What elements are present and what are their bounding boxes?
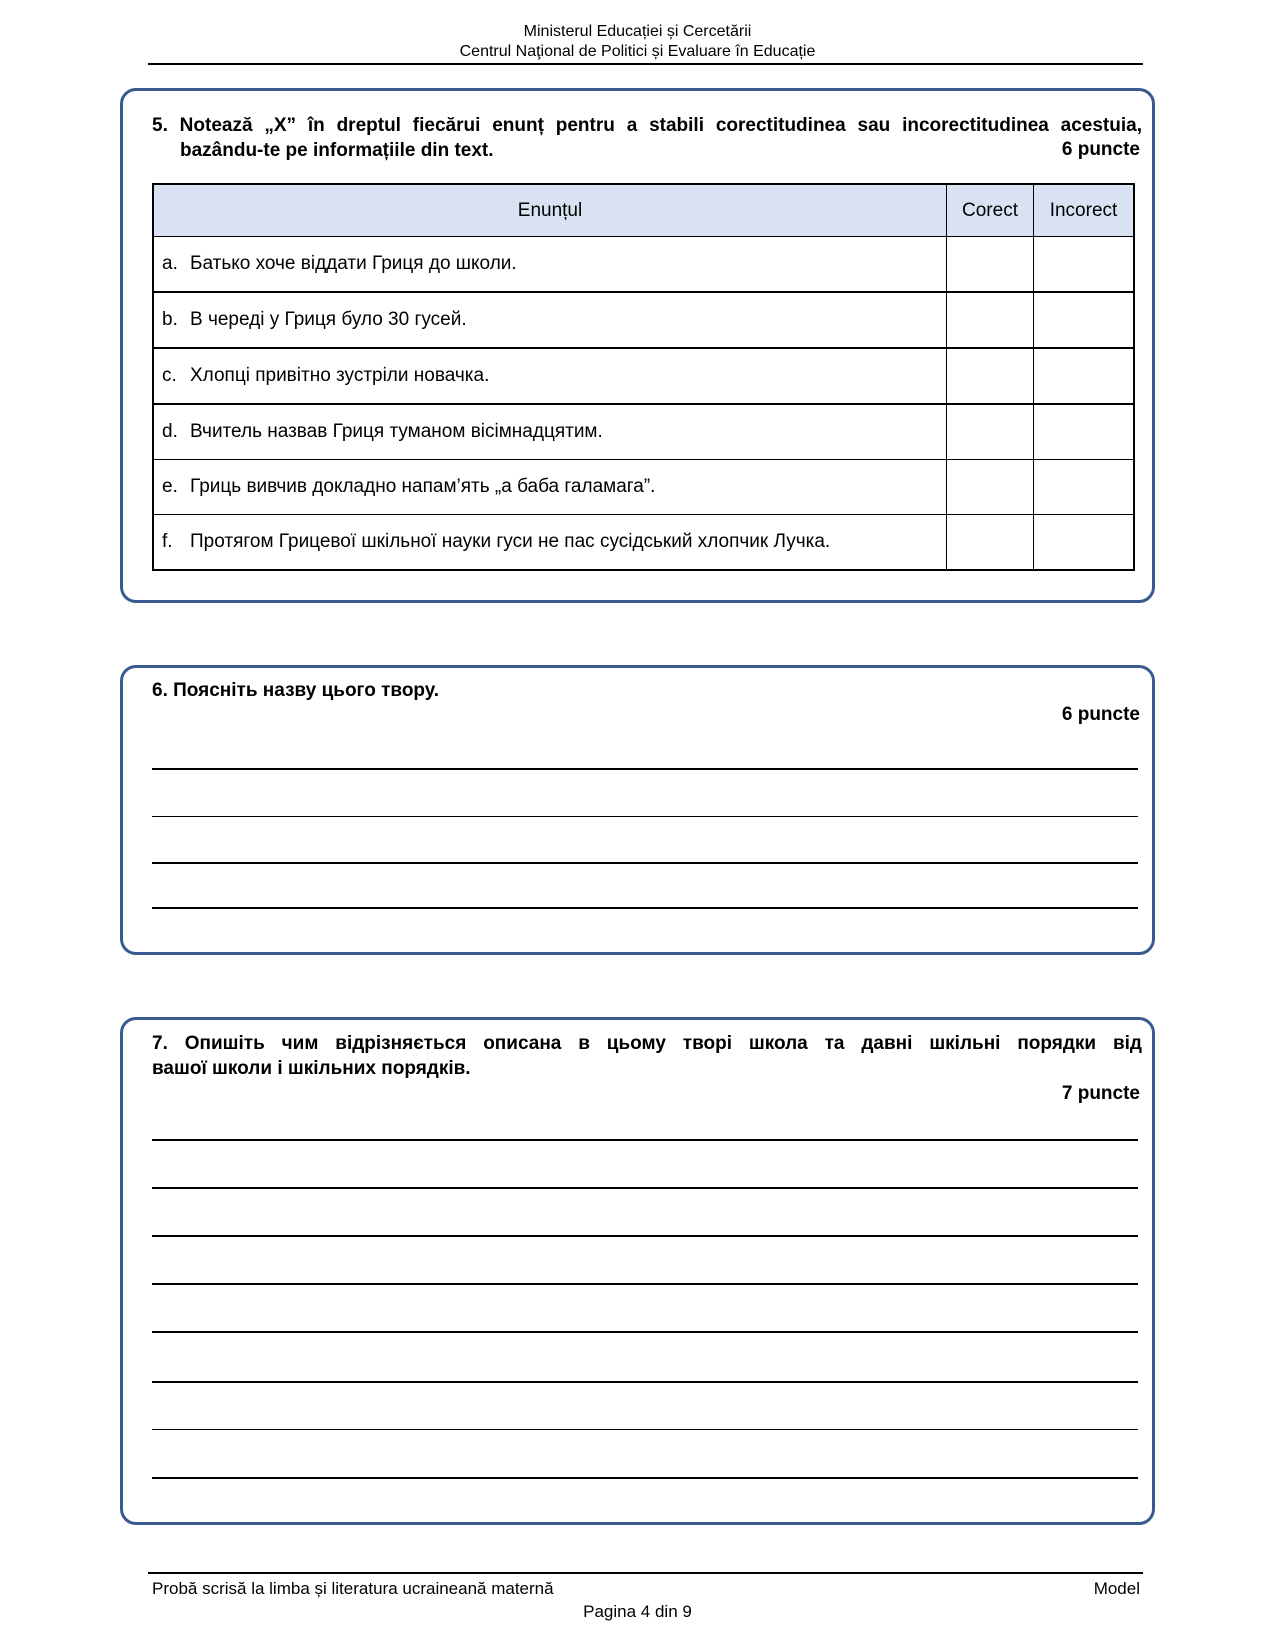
statement-cell	[153, 348, 947, 404]
statement-text: Протягом Грицевої шкільної науки гуси не пас сусідський хлопчик Лучка.	[190, 531, 831, 552]
statement-cell	[153, 237, 947, 293]
statement-cell	[153, 515, 947, 571]
question-7-title-line2: вашої школи і шкільних порядків.	[152, 1058, 471, 1079]
header-statement: Enunțul	[153, 184, 947, 237]
table-row	[153, 460, 1134, 515]
header-correct: Corect	[947, 184, 1034, 237]
correct-checkbox-cell[interactable]	[947, 404, 1034, 460]
footer-rule	[148, 1572, 1143, 1574]
footer-model: Model	[1093, 1579, 1140, 1598]
answer-line[interactable]	[152, 907, 1138, 909]
question-6-box	[120, 665, 1155, 955]
question-7-title-line1: 7. Опишіть чим відрізняється описана в цьому творі школа та давні шкільні порядки від	[152, 1033, 1142, 1054]
table-row	[153, 348, 1134, 404]
question-7-points: 7 puncte	[1061, 1083, 1140, 1104]
statement-cell	[153, 404, 947, 460]
incorrect-checkbox-cell[interactable]	[1034, 348, 1135, 404]
statement-text: Батько хоче віддати Гриця до школи.	[190, 253, 517, 274]
statement-label: f.	[162, 531, 173, 552]
statement-text: В череді у Гриця було 30 гусей.	[190, 309, 467, 330]
question-6-title: 6. Поясніть назву цього твору.	[152, 680, 439, 701]
header-ministry: Ministerul Educației și Cercetării	[523, 23, 752, 40]
footer-page-number: Pagina 4 din 9	[583, 1602, 692, 1621]
table-row	[153, 237, 1134, 293]
table-row	[153, 515, 1134, 571]
statement-label: e.	[162, 476, 178, 497]
incorrect-checkbox-cell[interactable]	[1034, 404, 1135, 460]
question-5-points: 6 puncte	[1061, 139, 1140, 160]
correct-checkbox-cell[interactable]	[947, 292, 1034, 348]
statement-text: Гриць вивчив докладно напам’ять „а баба галамага”.	[190, 476, 656, 497]
incorrect-checkbox-cell[interactable]	[1034, 292, 1135, 348]
statement-text: Вчитель назвав Гриця туманом вісімнадцятим.	[190, 421, 603, 442]
table-row	[153, 404, 1134, 460]
statement-label: d.	[162, 421, 178, 442]
question-5-title-line2: bazându-te pe informațiile din text.	[180, 140, 494, 161]
header-incorrect: Incorect	[1034, 184, 1135, 237]
incorrect-checkbox-cell[interactable]	[1034, 460, 1135, 515]
statement-cell	[153, 292, 947, 348]
question-5-title-line1: 5. Notează „X” în dreptul fiecărui enunț pentru a stabili corectitudinea sau incorectitudinea acestuia,	[152, 115, 1142, 136]
statement-text: Хлопці привітно зустріли новачка.	[190, 365, 490, 386]
answer-line[interactable]	[152, 1139, 1138, 1141]
header-center: Centrul Naţional de Politici și Evaluare în Educație	[459, 43, 816, 60]
answer-line[interactable]	[152, 1381, 1138, 1383]
statement-label: a.	[162, 253, 178, 274]
question-6-points: 6 puncte	[1061, 704, 1140, 725]
answer-line[interactable]	[152, 1477, 1138, 1479]
table-header-row	[153, 184, 1134, 237]
answer-line[interactable]	[152, 1283, 1138, 1285]
footer-exam-title: Probă scrisă la limba și literatura ucraineană maternă	[152, 1579, 554, 1598]
header-rule	[148, 63, 1143, 65]
correct-checkbox-cell[interactable]	[947, 237, 1034, 293]
answer-line[interactable]	[152, 1429, 1138, 1430]
answer-line[interactable]	[152, 1235, 1138, 1237]
answer-line[interactable]	[152, 768, 1138, 770]
answer-line[interactable]	[152, 1331, 1138, 1333]
answer-line[interactable]	[152, 862, 1138, 864]
statements-table	[152, 183, 1135, 571]
incorrect-checkbox-cell[interactable]	[1034, 237, 1135, 293]
incorrect-checkbox-cell[interactable]	[1034, 515, 1135, 571]
correct-checkbox-cell[interactable]	[947, 515, 1034, 571]
correct-checkbox-cell[interactable]	[947, 348, 1034, 404]
correct-checkbox-cell[interactable]	[947, 460, 1034, 515]
table-row	[153, 292, 1134, 348]
statement-cell	[153, 460, 947, 515]
question-7-box	[120, 1017, 1155, 1525]
answer-line[interactable]	[152, 816, 1138, 817]
statement-label: c.	[162, 365, 177, 386]
answer-line[interactable]	[152, 1187, 1138, 1189]
statement-label: b.	[162, 309, 178, 330]
